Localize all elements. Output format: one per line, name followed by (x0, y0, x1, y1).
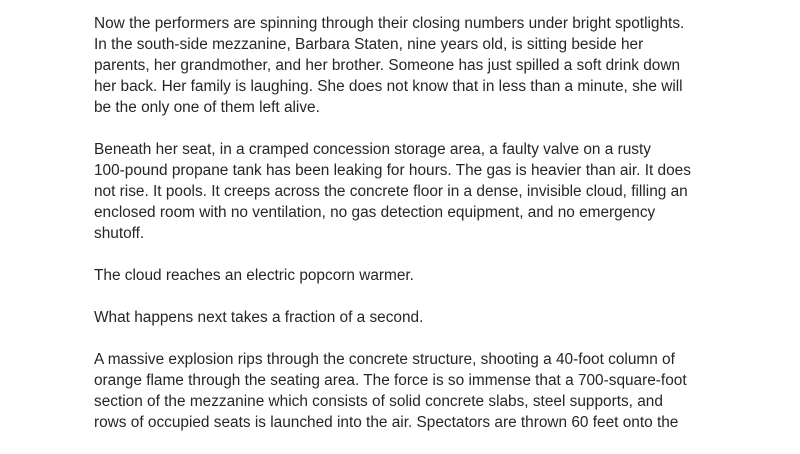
text-line: section of the mezzanine which consists of solid concrete slabs, steel supports, and (94, 393, 663, 410)
paragraph-explosion (94, 349, 734, 433)
text-line: orange flame through the seating area. The force is so immense that a 700-square-foot (94, 372, 687, 389)
text-line: her back. Her family is laughing. She does not know that in less than a minute, she will (94, 78, 683, 95)
paragraph-closing-numbers (94, 13, 734, 118)
text-line: What happens next takes a fraction of a second. (94, 309, 424, 326)
text-line: shutoff. (94, 225, 145, 242)
text-line: A massive explosion rips through the concrete structure, shooting a 40-foot column of (94, 351, 675, 368)
text-line: parents, her grandmother, and her brother. Someone has just spilled a soft drink down (94, 57, 681, 74)
text-line: Beneath her seat, in a cramped concession storage area, a faulty valve on a rusty (94, 141, 651, 158)
paragraph-popcorn-warmer (94, 265, 734, 286)
paragraph-fraction-of-second (94, 307, 734, 328)
text-line: enclosed room with no ventilation, no gas detection equipment, and no emergency (94, 204, 656, 221)
text-line: not rise. It pools. It creeps across the concrete floor in a dense, invisible cloud, filling an (94, 183, 688, 200)
text-line: rows of occupied seats is launched into the air. Spectators are thrown 60 feet onto the (94, 414, 679, 431)
paragraph-propane-leak (94, 139, 734, 244)
text-line: 100-pound propane tank has been leaking for hours. The gas is heavier than air. It does (94, 162, 691, 179)
article-body (94, 13, 734, 454)
text-line: Now the performers are spinning through their closing numbers under bright spotlights. (94, 15, 685, 32)
text-line: The cloud reaches an electric popcorn warmer. (94, 267, 414, 284)
text-line: be the only one of them left alive. (94, 99, 320, 116)
text-line: In the south-side mezzanine, Barbara Staten, nine years old, is sitting beside her (94, 36, 644, 53)
